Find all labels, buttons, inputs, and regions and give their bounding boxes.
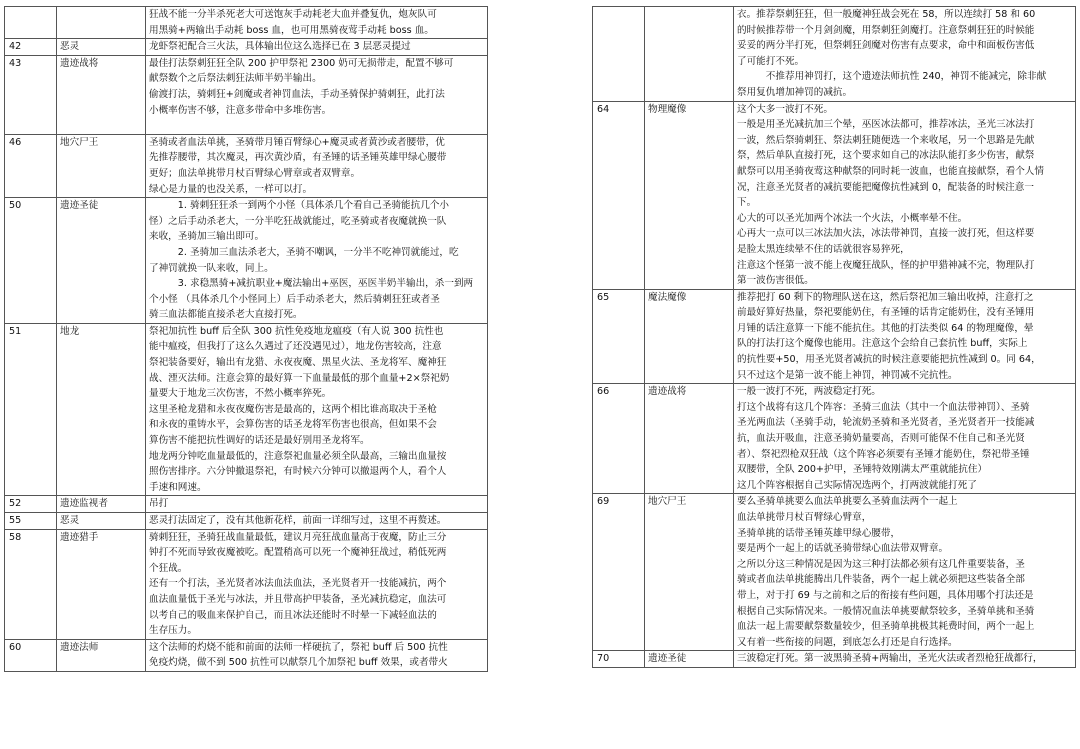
strategy-line: 祭祀加抗性 buff 后全队 300 抗性免疫地龙瘟疫（有人说 300 抗性也 (149, 325, 444, 337)
strategy-text (734, 384, 1076, 494)
row-number: 52 (5, 496, 57, 513)
boss-name: 遗迹圣徒 (645, 651, 734, 668)
strategy-line: 和永夜的重铸水平，会算伤害的话圣龙将军伤害也很高，但如果不会 (149, 419, 437, 431)
table-row (5, 39, 488, 56)
strategy-line: 个小怪 （具体杀几个小怪同上）后手动杀老大，然后骑刺狂狂或者圣 (149, 293, 440, 305)
boss-name: 遗迹监视者 (57, 496, 146, 513)
strategy-line: 三波稳定打死。第一波黑骑圣骑+两输出，圣光火法或者烈枪狂战都行， (737, 653, 1043, 665)
table-row (593, 384, 1076, 494)
table-row (5, 7, 488, 39)
strategy-line: 照伤害排序。六分钟撤退祭祀，有时候六分钟可以撤退两个人，看个人 (149, 466, 447, 478)
boss-name: 恶灵 (57, 39, 146, 56)
strategy-line: 了神罚就换一队来收，同上。 (149, 262, 274, 274)
left-table (4, 6, 488, 672)
strategy-line: 双腰带，全队 200+护甲，圣锤特效刚满太严重就能抗住） (737, 464, 988, 476)
strategy-line: 量要大于地龙三次伤害，不然小概率猝死。 (149, 388, 332, 400)
strategy-line: 这个法师的灼烧不能和前面的法师一样硬抗了，祭祀 buff 后 500 抗性 (149, 641, 448, 653)
strategy-text (734, 651, 1076, 668)
strategy-line: 最佳打法祭刺狂狂全队 200 护甲祭祀 2300 奶可无损带走，配置不够可 (149, 57, 454, 69)
strategy-line: 心再大一点可以三冰法加火法，冰法带神罚，直接一波打死，但这样要 (737, 228, 1035, 240)
strategy-line: 的时候推荐带一个月剑剑魔，用祭刺狂剑魔打。注意祭刺狂狂的时候能 (737, 24, 1035, 36)
strategy-line: 3. 求稳黑骑+减抗职业+魔法输出+巫医，巫医半奶半输出，杀一到两 (177, 278, 474, 290)
row-number: 60 (5, 639, 57, 671)
boss-name (645, 7, 734, 102)
strategy-line: 1. 骑刺狂狂杀一到两个小怪（具体杀几个看自己圣骑能抗几个小 (177, 200, 450, 212)
row-number: 64 (593, 101, 645, 289)
page-gap (490, 0, 590, 749)
table-row (593, 289, 1076, 384)
strategy-line: 打这个战将有这几个阵容：圣骑三血法（其中一个血法带神罚）、圣骑 (737, 401, 1030, 413)
row-number: 42 (5, 39, 57, 56)
right-page (592, 6, 1076, 668)
strategy-line: 衣。推荐祭刺狂狂，但一般魔神狂战会死在 58，所以连续打 58 和 60 (737, 9, 1036, 20)
strategy-text (146, 639, 488, 671)
strategy-line: 只不过这个是第一波不能上神罚，神罚减不完抗性。 (737, 369, 958, 381)
row-number: 66 (593, 384, 645, 494)
strategy-line: 之所以分这三种情况是因为这三种打法都必须有这几件重要装备，圣 (737, 558, 1025, 570)
strategy-line: 偷渡打法，骑刺狂+剑魔或者神罚血法，手动圣骑保护骑刺狂，此打法 (149, 88, 445, 100)
strategy-text (146, 496, 488, 513)
strategy-line: 绿心是力量的也没关系，一样可以打。 (149, 183, 313, 195)
table-row (5, 639, 488, 671)
strategy-line: 骑刺狂狂，圣骑狂战血量最低，建议月亮狂战血量高于夜魔，防止三分 (149, 531, 447, 543)
strategy-line: 算伤害不能把抗性调好的话还是最好别用圣龙将军。 (149, 435, 370, 447)
strategy-line: 这几个阵容根据自己实际情况选两个，打两波就能打死了 (737, 479, 977, 491)
strategy-line (149, 118, 484, 134)
strategy-line: 妥妥的两分半打死，但祭刺狂剑魔对伤害有点要求，命中和面板伤害低 (737, 40, 1035, 52)
strategy-line: 带上，对于打 69 与之前和之后的衔接有些问题，具体用哪个打法还是 (737, 589, 1034, 601)
row-number: 51 (5, 323, 57, 496)
table-row (593, 7, 1076, 102)
boss-name: 魔法魔像 (645, 289, 734, 384)
strategy-text (146, 198, 488, 324)
strategy-line: 要是两个一起上的话就圣骑带绿心血法带双臂章。 (737, 543, 949, 555)
strategy-line: 祭用复仇增加神罚的减抗。 (737, 86, 853, 98)
strategy-line: 要么圣骑单挑要么血法单挑要么圣骑血法两个一起上 (737, 496, 958, 508)
strategy-text (734, 101, 1076, 289)
boss-name: 遗迹战将 (645, 384, 734, 494)
table-row (5, 323, 488, 496)
strategy-line: 能中瘟疫，但我打了这么久遇过了还没遇见过），地龙伤害较高，注意 (149, 341, 442, 353)
strategy-line: 了可能打不死。 (737, 55, 805, 67)
strategy-text (146, 529, 488, 639)
strategy-line: 吊打 (149, 498, 169, 510)
strategy-line: 是脸太黑连续晕不住的话就很容易猝死， (737, 243, 910, 255)
strategy-line: 一般是用圣光减抗加三个晕，巫医冰法都可，推荐冰法，圣光三冰法打 (737, 119, 1035, 131)
strategy-line: 者）、祭祀烈枪双狂战（这个阵容必须要有圣锤才能奶住，祭祀带圣锤 (737, 448, 1030, 460)
strategy-text (146, 55, 488, 134)
strategy-line: 骑三血法都能直接杀老大直接打死。 (149, 309, 303, 321)
table-row (5, 55, 488, 134)
strategy-line: 一般一波打不死，两波稳定打死。 (737, 386, 881, 398)
strategy-line: 注意这个怪第一波不能上夜魔狂战队，怪的护甲猎神减不完，物理队打 (737, 259, 1035, 271)
strategy-text (146, 39, 488, 56)
strategy-line: 更好；血法单挑带月杖百臂绿心臂章或者双臂章。 (149, 167, 361, 179)
strategy-line: 一波，然后祭骑刺狂、祭法刺狂随便选一个来收尾，另一个思路是先献 (737, 134, 1035, 146)
strategy-line: 地龙两分钟吃血量最低的，注意祭祀血量必须全队最高，三输出血量按 (149, 450, 447, 462)
strategy-line: 怪）之后手动杀老大，一分半吃狂战就能过，吃圣骑或者夜魔就换一队 (149, 215, 447, 227)
strategy-line: 先推荐腰带，其次魔灵，再次黄沙盾，有圣锤的话圣锤英雄甲绿心腰带 (149, 152, 447, 164)
strategy-line: 根据自己实际情况来。一般情况血法单挑要献祭较多，圣骑单挑和圣骑 (737, 605, 1035, 617)
boss-name: 遗迹圣徒 (57, 198, 146, 324)
strategy-line: 祭祀装备要好，输出有龙猎、永夜夜魔、黑星火法、圣龙将军、魔神狂 (149, 357, 447, 369)
strategy-text (734, 494, 1076, 651)
strategy-line: 来收，圣骑加三输出即可。 (149, 231, 265, 243)
table-row (5, 496, 488, 513)
strategy-line: 月锤的话注意算一下能不能抗住。其他的打法类似 64 的物理魔像，晕 (737, 322, 1034, 334)
strategy-line: 又有着一些衔接的问题，到底怎么打还是自行选择。 (737, 636, 958, 648)
boss-name: 遗迹猎手 (57, 529, 146, 639)
strategy-text (146, 7, 488, 39)
boss-name: 恶灵 (57, 513, 146, 530)
row-number: 50 (5, 198, 57, 324)
boss-name: 地穴尸王 (57, 134, 146, 197)
strategy-text (734, 7, 1076, 102)
row-number: 55 (5, 513, 57, 530)
strategy-line: 个狂战。 (149, 562, 188, 574)
strategy-text (734, 289, 1076, 384)
strategy-line: 况，注意圣光贤者的减抗要能把魔像抗性减到 0，配装备的时候注意一 (737, 181, 1034, 193)
boss-name: 地龙 (57, 323, 146, 496)
boss-name (57, 7, 146, 39)
strategy-line: 队的打法打这个魔像也能用。注意这个会给自己套抗性 buff，实际上 (737, 338, 1028, 350)
strategy-line: 的抗性要+50，用圣光贤者减抗的时候注意要能把抗性减到 0。同 64， (737, 354, 1041, 366)
row-number: 70 (593, 651, 645, 668)
strategy-line: 不推荐用神罚打，这个遗迹法师抗性 240，神罚不能减完，除非献 (765, 71, 1047, 83)
strategy-line: 血法血量低于圣光与冰法，并且带高护甲装备，圣光减抗稳定，血法可 (149, 593, 447, 605)
strategy-line: 2. 圣骑加三血法杀老大，圣骑不嘲讽，一分半不吃神罚就能过，吃 (177, 246, 459, 258)
strategy-line: 第一波伤害很低。 (737, 275, 814, 287)
strategy-text (146, 134, 488, 197)
strategy-text (146, 323, 488, 496)
strategy-line: 圣光两血法（圣骑手动，轮流奶圣骑和圣光贤者，圣光贤者开一技能减 (737, 417, 1035, 429)
strategy-line: 狂战不能一分半杀死老大可送饱灰手动耗老大血并叠复仇，炮灰队可 (149, 9, 437, 20)
strategy-line: 恶灵打法固定了，没有其他新花样，前面一详细写过，这里不再赘述。 (149, 515, 447, 526)
strategy-line: 抗，血法开吸血，注意圣骑奶量要高，否则可能保不住自己和圣光贤 (737, 433, 1025, 445)
row-number (593, 7, 645, 102)
boss-name: 物理魔像 (645, 101, 734, 289)
table-row (5, 134, 488, 197)
table-row (5, 529, 488, 639)
strategy-line: 下。 (737, 197, 757, 209)
strategy-line: 推荐把打 60 剩下的物理队送在这，然后祭祀加三输出收掉，注意打之 (737, 291, 1034, 303)
strategy-line: 献祭数个之后祭法刺狂法师半奶半输出。 (149, 73, 322, 85)
strategy-line: 心大的可以圣光加两个冰法一个火法，小概率晕不住。 (737, 212, 968, 224)
strategy-line: 圣骑或者血法单挑，圣骑带月锤百臂绿心+魔灵或者黄沙或者腰带，优 (149, 136, 445, 148)
boss-name: 地穴尸王 (645, 494, 734, 651)
strategy-line: 血法单挑带月杖百臂绿心臂章， (737, 512, 872, 523)
strategy-line: 小概率伤害不够，注意多带命中多堆伤害。 (149, 104, 332, 116)
strategy-line: 生存压力。 (149, 625, 197, 637)
strategy-line: 血法一起上需要献祭数量较少，但圣骑单挑极其耗费时间，两个一起上 (737, 621, 1035, 633)
strategy-line: 这个大多一波打不死。 (737, 103, 833, 115)
row-number: 58 (5, 529, 57, 639)
table-row (593, 494, 1076, 651)
strategy-line: 龙虾祭祀配合三火法，具体输出位这么选择已在 3 层恶灵提过 (149, 41, 411, 53)
strategy-line: 这里圣枪龙猎和永夜夜魔伤害是最高的，这两个相比谁高取决于圣枪 (149, 403, 437, 415)
table-row (5, 513, 488, 530)
right-table (592, 6, 1076, 668)
boss-name: 遗迹战将 (57, 55, 146, 134)
strategy-line: 免疫灼烧，做不到 500 抗性可以献祭几个加祭祀 buff 效果，或者带火 (149, 657, 448, 669)
boss-name: 遗迹法师 (57, 639, 146, 671)
strategy-line: 祭，然后单队直接打死，这个要求如自己的冰法队能打多少伤害，献祭 (737, 150, 1035, 162)
table-row (593, 651, 1076, 668)
left-page (4, 6, 488, 672)
strategy-line: 钟打不死而导致夜魔被吃。配置稍高可以死一个魔神狂战过，稍低死两 (149, 547, 447, 559)
strategy-line: 圣骑单挑的话带圣锤英雄甲绿心腰带， (737, 527, 901, 539)
strategy-line: 手速和网速。 (149, 481, 207, 493)
row-number: 46 (5, 134, 57, 197)
row-number: 43 (5, 55, 57, 134)
strategy-line: 用黑骑+两输出手动耗 boss 血，也可用黑骑夜莺手动耗 boss 血。 (149, 24, 434, 36)
strategy-line: 还有一个打法，圣光贤者冰法血法血法，圣光贤者开一技能减抗，两个 (149, 578, 447, 590)
strategy-line: 献祭可以用圣骑夜莺这种献祭的同时耗一波血，也能直接献祭，看个人情 (737, 165, 1044, 177)
strategy-line: 骑或者血法单挑能腾出几件装备，两个一起上就必须把这些装备全部 (737, 574, 1025, 586)
strategy-line: 战、湮灭法师。注意会算的最好算一下血量最低的那个血量+2×祭祀奶 (149, 372, 450, 384)
table-row (5, 198, 488, 324)
row-number: 69 (593, 494, 645, 651)
row-number (5, 7, 57, 39)
strategy-text (146, 513, 488, 530)
table-row (593, 101, 1076, 289)
strategy-line: 以考自己的吸血来保护自己，而且冰法还能时不时晕一下减轻血法的 (149, 609, 437, 621)
row-number: 65 (593, 289, 645, 384)
strategy-line: 前最好算好热量，祭祀要能奶住，有圣锤的话肯定能奶住，没有圣锤用 (737, 307, 1035, 319)
